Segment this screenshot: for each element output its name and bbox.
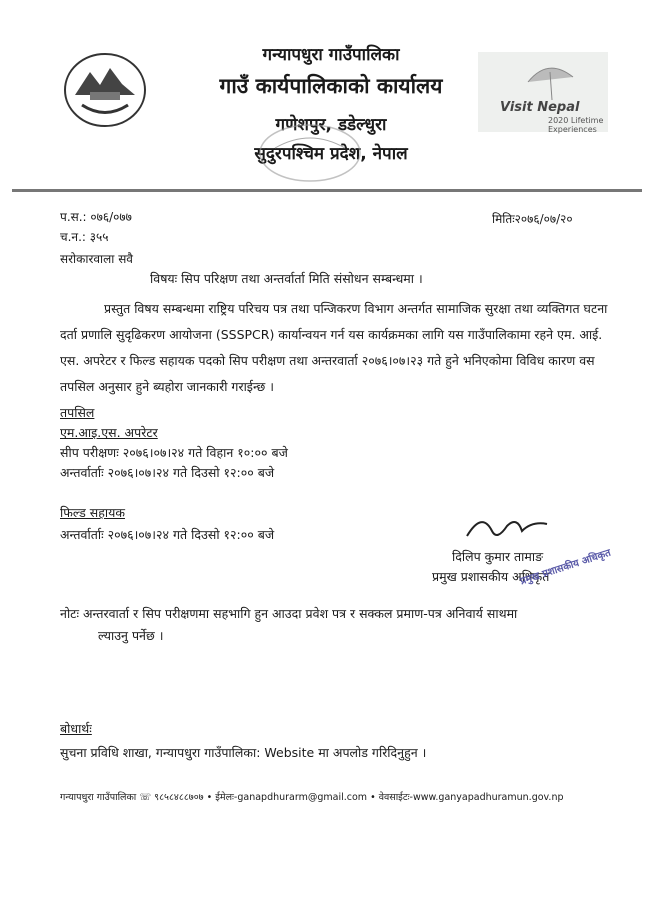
header-divider: [12, 189, 642, 192]
subject-line: विषयः सिप परिक्षण तथा अन्तर्वार्ता मिति संसोधन सम्बन्धमा ।: [150, 271, 423, 286]
body-paragraph: प्रस्तुत विषय सम्बन्धमा राष्ट्रिय परिचय पत्र तथा पन्जिकरण विभाग अन्तर्गत सामाजिक सुरक्षा तथा व्यक्तिगत घटना दर्ता प्रणालि सुदृढिकरण आयोजना (SSSPCR) कार्यान्वयन गर्न यस कार्यक्रमका लागि यस गाउँपालिकामा रहने एम. आई. एस. अपरेटर र फिल्ड सहायक पदको सिप परीक्षण तथा अन्तरवार्ता २०७६।०७।२३ गते हुने भनिएकोमा विविध कारण वस तपसिल अनुसार हुने ब्यहोरा जानकारी गराईन्छ ।: [60, 301, 608, 394]
chalani-number: च.न.: ३५५: [60, 230, 109, 244]
bodharth-line: सुचना प्रविधि शाखा, गन्यापधुरा गाउँपालिका: Website मा अपलोड गरिदिनुहुन ।: [60, 745, 427, 760]
footer-contact: गन्यापधुरा गाउँपालिका ☏ ९८५८४८८७०७ • ईमेलः-ganapdhurarm@gmail.com • वेवसाईटः-www.ganyapadhuramun.gov.np: [60, 792, 564, 803]
visit-nepal-logo: [478, 52, 608, 132]
visit-nepal-text: Visit Nepal: [500, 100, 580, 115]
patra-sankhya: प.स.: ०७६/०७७: [60, 210, 132, 224]
signatory-name: दिलिप कुमार तामाङ: [452, 549, 544, 564]
signature-icon: [462, 506, 552, 546]
note-line1: नोटः अन्तरवार्ता र सिप परीक्षणमा सहभागि हुन आउदा प्रवेश पत्र र सक्कल प्रमाण-पत्र अनिवार्य साथमा: [60, 606, 518, 621]
field-heading: फिल्ड सहायक: [60, 505, 125, 520]
note-line2: ल्याउनु पर्नेछ ।: [98, 628, 164, 643]
header-office: गाउँ कार्यपालिकाको कार्यालय: [219, 74, 443, 98]
header-address: गणेशपुर, डडेल्धुरा: [275, 115, 387, 135]
header-province: सुदुरपश्चिम प्रदेश, नेपाल: [254, 144, 408, 164]
field-interview: अन्तर्वार्ताः २०७६।०७।२४ गते दिउसो १२:०० बजे: [60, 527, 275, 542]
visit-nepal-sub: 2020 Lifetime Experiences: [548, 116, 604, 134]
signatory-title: प्रमुख प्रशासकीय अधिकृत: [432, 569, 550, 584]
mis-interview: अन्तर्वार्ताः २०७६।०७।२४ गते दिउसो १२:०० बजे: [60, 465, 275, 480]
letter-date: मितिः२०७६/०७/२०: [492, 212, 573, 226]
tapsil-heading: तपसिल: [60, 405, 95, 420]
recipient: सरोकारवाला सवै: [60, 252, 133, 266]
header-line1: गन्यापधुरा गाउँपालिका: [262, 45, 400, 65]
umbrella-icon: [478, 52, 608, 102]
mis-skill-test: सीप परीक्षणः २०७६।०७।२४ गते विहान १०:०० बजे: [60, 445, 288, 460]
signatory-stamp: प्रमुख प्रशासकीय अधिकृत: [518, 547, 613, 588]
bodharth-heading: बोधार्थः: [60, 721, 92, 736]
office-stamp-icon: [250, 118, 370, 188]
mis-heading: एम.आइ.एस. अपरेटर: [60, 425, 158, 440]
